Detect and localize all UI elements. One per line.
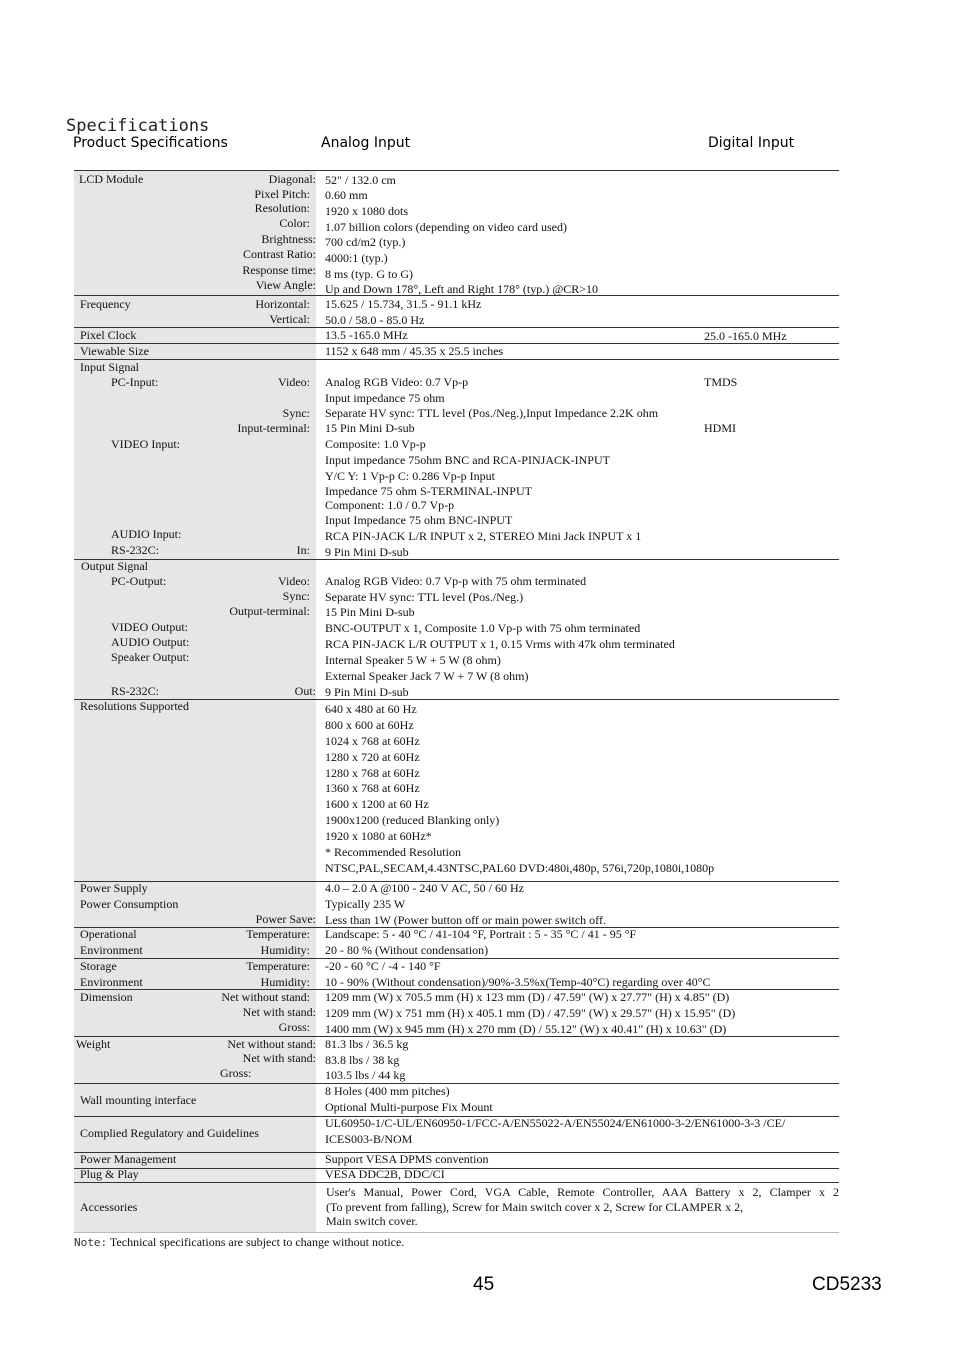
spec-cell: PC-Input: — [111, 375, 159, 389]
spec-cell: 10 - 90% (Without condensation)/90%-3.5%x(Temp-40°C) regarding over 40°C — [325, 975, 711, 989]
spec-cell: 0.60 mm — [325, 188, 368, 202]
spec-cell: Sync: — [282, 589, 310, 603]
row-separator — [74, 559, 839, 560]
spec-cell: 1900x1200 (reduced Blanking only) — [325, 813, 500, 827]
spec-row-power-consumption — [74, 897, 839, 927]
spec-cell: AUDIO Input: — [111, 527, 182, 541]
spec-cell: Power Supply — [80, 881, 148, 895]
spec-row-resolutions — [74, 699, 839, 881]
spec-cell: 15 Pin Mini D-sub — [325, 605, 415, 619]
spec-cell: Humidity: — [260, 943, 310, 957]
spec-cell: 20 - 80 % (Without condensation) — [325, 943, 489, 957]
header-digital-input: Digital Input — [708, 135, 795, 151]
spec-cell: 4000:1 (typ.) — [325, 251, 388, 265]
spec-cell: Input Impedance 75 ohm BNC-INPUT — [325, 513, 513, 527]
spec-cell: Video: — [278, 574, 310, 588]
label-column-shading — [74, 699, 316, 881]
spec-cell: Impedance 75 ohm S-TERMINAL-INPUT — [325, 484, 532, 498]
row-separator — [74, 958, 839, 959]
spec-cell: Complied Regulatory and Guidelines — [80, 1126, 259, 1140]
spec-cell: 1209 mm (W) x 705.5 mm (H) x 123 mm (D) / 47.59" (W) x 27.77" (H) x 4.85" (D) — [325, 990, 730, 1004]
spec-cell: 1920 x 1080 at 60Hz* — [325, 829, 432, 843]
spec-row-wall-mounting — [74, 1083, 839, 1116]
spec-cell: Input Signal — [80, 360, 139, 374]
spec-cell: NTSC,PAL,SECAM,4.43NTSC,PAL60 DVD:480i,480p, 576i,720p,1080i,1080p — [325, 861, 715, 875]
spec-cell: 1280 x 768 at 60Hz — [325, 766, 420, 780]
model-number: CD5233 — [812, 1274, 882, 1295]
spec-cell: 15 Pin Mini D-sub — [325, 421, 415, 435]
spec-cell: Power Management — [80, 1152, 177, 1166]
spec-cell: Less than 1W (Power button off or main power switch off. — [325, 913, 606, 927]
spec-cell: 81.3 lbs / 36.5 kg — [325, 1037, 409, 1051]
spec-cell: VESA DDC2B, DDC/CI — [325, 1167, 445, 1181]
spec-cell: Pixel Clock — [80, 328, 137, 342]
spec-cell: Horizontal: — [255, 297, 310, 311]
spec-cell: Environment — [80, 943, 143, 957]
spec-row-weight — [74, 1036, 839, 1083]
spec-row-plug-play — [74, 1168, 839, 1182]
spec-cell: 1209 mm (W) x 751 mm (H) x 405.1 mm (D) / 47.59" (W) x 29.57" (H) x 15.95" (D) — [325, 1006, 736, 1020]
spec-cell: Plug & Play — [80, 1167, 139, 1181]
spec-cell: 700 cd/m2 (typ.) — [325, 235, 406, 249]
spec-cell: Out: — [294, 684, 316, 698]
spec-cell: Main switch cover. — [326, 1214, 418, 1228]
spec-cell: 13.5 -165.0 MHz — [325, 328, 408, 342]
spec-cell: Operational — [80, 927, 137, 941]
spec-cell: Vertical: — [269, 312, 310, 326]
spec-cell: Gross: — [220, 1066, 252, 1080]
spec-cell: Input impedance 75 ohm — [325, 391, 445, 405]
spec-row-viewable-size — [74, 343, 839, 359]
spec-cell: Pixel Pitch: — [254, 187, 310, 201]
row-separator — [74, 1168, 839, 1169]
spec-row-power-supply — [74, 881, 839, 897]
spec-cell: Speaker Output: — [111, 650, 190, 664]
spec-row-lcd — [74, 170, 839, 295]
spec-cell: 103.5 lbs / 44 kg — [325, 1068, 406, 1082]
spec-cell: 800 x 600 at 60Hz — [325, 718, 414, 732]
spec-cell: 15.625 / 15.734, 31.5 - 91.1 kHz — [325, 297, 482, 311]
spec-cell: RCA PIN-JACK L/R OUTPUT x 1, 0.15 Vrms with 47k ohm terminated — [325, 637, 675, 651]
spec-cell: Temperature: — [246, 927, 310, 941]
header-analog-input: Analog Input — [321, 135, 411, 151]
row-separator — [74, 359, 839, 360]
spec-cell: 1280 x 720 at 60Hz — [325, 750, 420, 764]
spec-cell: Accessories — [80, 1200, 138, 1214]
spec-cell: Response time: — [242, 263, 316, 277]
spec-cell: 1360 x 768 at 60Hz — [325, 781, 420, 795]
spec-cell: Landscape: 5 - 40 °C / 41-104 °F, Portrait : 5 - 35 °C / 41 - 95 °F — [325, 927, 637, 941]
spec-cell: 83.8 lbs / 38 kg — [325, 1053, 400, 1067]
spec-cell: Separate HV sync: TTL level (Pos./Neg.),Input Impedance 2.2K ohm — [325, 406, 659, 420]
row-separator — [74, 295, 839, 296]
spec-row-dimension — [74, 989, 839, 1036]
spec-row-pixel-clock — [74, 327, 839, 343]
spec-row-operational — [74, 927, 839, 958]
spec-cell: Diagonal: — [268, 172, 316, 186]
spec-cell: External Speaker Jack 7 W + 7 W (8 ohm) — [325, 669, 529, 683]
spec-cell: PC-Output: — [111, 574, 167, 588]
note-text: Technical specifications are subject to change without notice. — [109, 1235, 405, 1249]
spec-cell: Up and Down 178°, Left and Right 178° (typ.) @CR>10 — [325, 282, 599, 296]
note-label: Note: — [74, 1236, 108, 1249]
spec-cell: Support VESA DPMS convention — [325, 1152, 489, 1166]
spec-cell: Environment — [80, 975, 143, 989]
spec-cell: 1920 x 1080 dots — [325, 204, 409, 218]
spec-cell: Y/C Y: 1 Vp-p C: 0.286 Vp-p Input — [325, 469, 496, 483]
spec-cell: 52" / 132.0 cm — [325, 173, 396, 187]
spec-cell: -20 - 60 °C / -4 - 140 °F — [325, 959, 441, 973]
spec-cell: Component: 1.0 / 0.7 Vp-p — [325, 498, 455, 512]
spec-cell: 8 ms (typ. G to G) — [325, 267, 413, 281]
spec-cell: HDMI — [704, 421, 736, 435]
spec-cell: VIDEO Input: — [111, 437, 180, 451]
footnote — [74, 1235, 404, 1250]
spec-cell: AUDIO Output: — [111, 635, 190, 649]
spec-row-accessories — [74, 1182, 839, 1232]
spec-cell: 9 Pin Mini D-sub — [325, 685, 409, 699]
spec-cell: Optional Multi-purpose Fix Mount — [325, 1100, 493, 1114]
spec-cell: * Recommended Resolution — [325, 845, 461, 859]
spec-cell: Net without stand: — [221, 990, 310, 1004]
spec-cell: User's Manual, Power Cord, VGA Cable, Remote Controller, AAA Battery x 2, Clamper x 2 — [326, 1185, 839, 1199]
spec-cell: Frequency — [80, 297, 131, 311]
spec-cell: Output-terminal: — [229, 604, 310, 618]
spec-cell: Output Signal — [81, 559, 149, 573]
row-separator — [74, 170, 839, 171]
spec-cell: Input impedance 75ohm BNC and RCA-PINJACK-INPUT — [325, 453, 610, 467]
spec-cell: Gross: — [278, 1020, 310, 1034]
spec-cell: Composite: 1.0 Vp-p — [325, 437, 426, 451]
page-number: 45 — [473, 1274, 495, 1295]
spec-cell: Analog RGB Video: 0.7 Vp-p with 75 ohm terminated — [325, 574, 587, 588]
spec-cell: Sync: — [282, 406, 310, 420]
spec-cell: BNC-OUTPUT x 1, Composite 1.0 Vp-p with 75 ohm terminated — [325, 621, 641, 635]
spec-cell: Color: — [279, 216, 310, 230]
spec-cell: Internal Speaker 5 W + 5 W (8 ohm) — [325, 653, 501, 667]
spec-cell: 1400 mm (W) x 945 mm (H) x 270 mm (D) / 55.12" (W) x 40.41" (H) x 10.63" (D) — [325, 1022, 727, 1036]
table-bottom-border — [74, 1232, 839, 1233]
spec-cell: Viewable Size — [80, 344, 149, 358]
spec-cell: VIDEO Output: — [111, 620, 188, 634]
spec-cell: 1152 x 648 mm / 45.35 x 25.5 inches — [325, 344, 504, 358]
section-title: Specifications — [66, 116, 210, 136]
spec-row-power-management — [74, 1152, 839, 1168]
spec-cell: Contrast Ratio: — [243, 247, 316, 261]
spec-cell: 25.0 -165.0 MHz — [704, 329, 787, 343]
spec-cell: RCA PIN-JACK L/R INPUT x 2, STEREO Mini Jack INPUT x 1 — [325, 529, 642, 543]
spec-cell: RS-232C: — [111, 543, 160, 557]
spec-cell: View Angle: — [255, 278, 316, 292]
row-separator — [74, 1182, 839, 1183]
row-separator — [74, 327, 839, 328]
spec-cell: Input-terminal: — [237, 421, 310, 435]
spec-cell: 9 Pin Mini D-sub — [325, 545, 409, 559]
spec-cell: Resolutions Supported — [80, 699, 190, 713]
spec-cell: Humidity: — [260, 975, 310, 989]
spec-row-regulatory — [74, 1116, 839, 1152]
spec-cell: Net with stand: — [242, 1051, 316, 1065]
spec-cell: 640 x 480 at 60 Hz — [325, 702, 417, 716]
spec-cell: 1024 x 768 at 60Hz — [325, 734, 420, 748]
row-separator — [74, 1036, 839, 1037]
spec-cell: Power Save: — [255, 912, 316, 926]
spec-cell: (To prevent from falling), Screw for Main switch cover x 2, Screw for CLAMPER x 2, — [326, 1200, 744, 1214]
spec-cell: Dimension — [80, 990, 133, 1004]
spec-cell: Typically 235 W — [325, 897, 406, 911]
spec-cell: Net with stand: — [242, 1005, 316, 1019]
spec-cell: 8 Holes (400 mm pitches) — [325, 1084, 450, 1098]
spec-cell: Net without stand: — [227, 1037, 316, 1051]
spec-cell: Resolution: — [254, 201, 310, 215]
spec-cell: 4.0 – 2.0 A @100 - 240 V AC, 50 / 60 Hz — [325, 881, 524, 895]
spec-cell: Separate HV sync: TTL level (Pos./Neg.) — [325, 590, 524, 604]
spec-cell: ICES003-B/NOM — [325, 1132, 413, 1146]
spec-cell: Power Consumption — [80, 897, 179, 911]
spec-cell: LCD Module — [79, 172, 144, 186]
spec-cell: Storage — [80, 959, 117, 973]
spec-row-frequency — [74, 295, 839, 327]
spec-cell: In: — [296, 543, 310, 557]
spec-cell: Weight — [76, 1037, 111, 1051]
spec-cell: Wall mounting interface — [80, 1093, 197, 1107]
spec-cell: Video: — [278, 375, 310, 389]
spec-row-output-signal — [74, 559, 839, 699]
spec-cell: UL60950-1/C-UL/EN60950-1/FCC-A/EN55022-A/EN55024/EN61000-3-2/EN61000-3-3 /CE/ — [325, 1116, 786, 1130]
spec-cell: RS-232C: — [111, 684, 160, 698]
spec-cell: 1.07 billion colors (depending on video card used) — [325, 220, 567, 234]
spec-cell: TMDS — [704, 375, 738, 389]
spec-cell: Brightness: — [261, 232, 316, 246]
spec-row-storage — [74, 958, 839, 989]
spec-cell: 50.0 / 58.0 - 85.0 Hz — [325, 313, 425, 327]
spec-row-input-signal — [74, 359, 839, 559]
header-product-specifications: Product Specifications — [73, 135, 228, 151]
spec-cell: 1600 x 1200 at 60 Hz — [325, 797, 429, 811]
spec-cell: Analog RGB Video: 0.7 Vp-p — [325, 375, 469, 389]
spec-cell: Temperature: — [246, 959, 310, 973]
row-separator — [74, 1083, 839, 1084]
